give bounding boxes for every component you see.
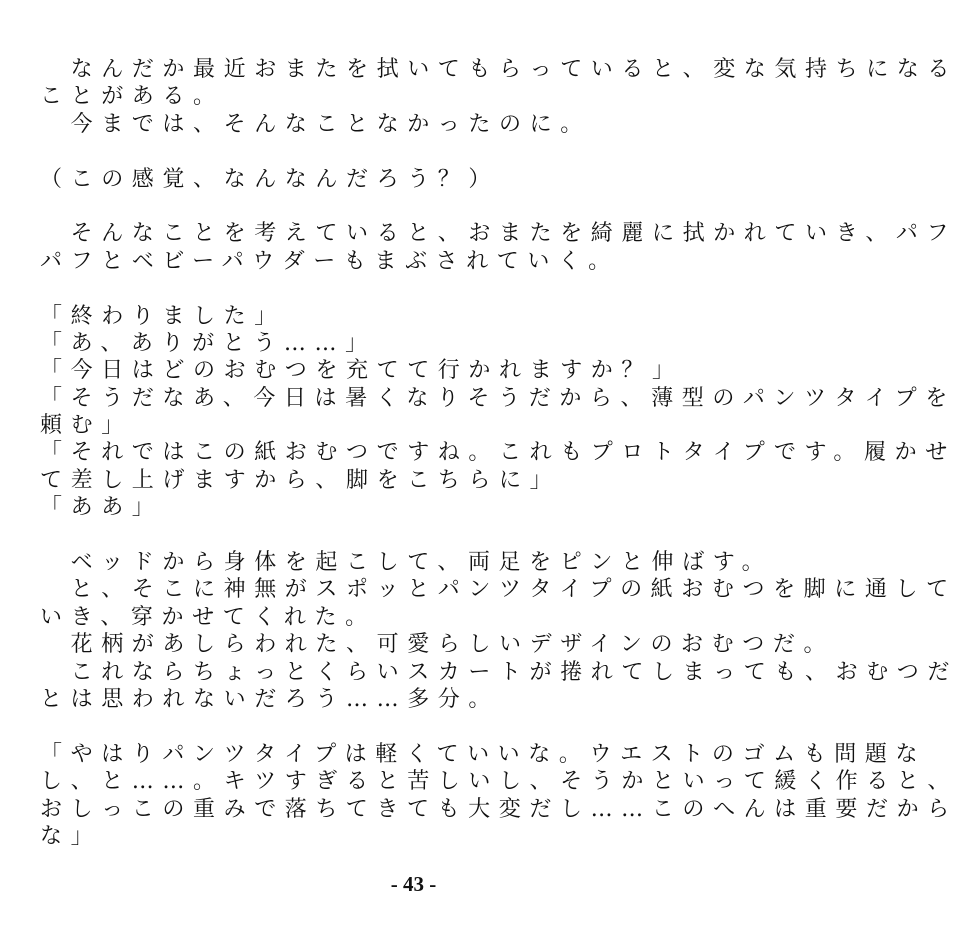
text-line: と、そこに神無がスポッとパンツタイプの紙おむつを脚に通して [40,577,957,603]
text-line: 「ああ」 [40,495,163,521]
text-line: な」 [40,823,102,849]
text-line: 「やはりパンツタイプは軽くていいな。ウエストのゴムも問題な [40,741,927,767]
text-line: ベッドから身体を起こして、両足をピンと伸ばす。 [40,550,773,576]
text-line: し、と……。キツすぎると苦しいし、そうかといって緩く作ると、 [40,769,958,795]
text-line: ことがある。 [40,84,224,110]
text-body [40,56,958,850]
text-line: 「そうだなあ、今日は暑くなりそうだから、薄型のパンツタイプを [40,385,956,411]
text-line: そんなことを考えていると、おまたを綺麗に拭かれていき、パフ [40,221,958,247]
text-line: 花柄があしらわれた、可愛らしいデザインのおむつだ。 [40,632,835,658]
page-number: - 43 - [390,872,437,896]
text-line: 「終わりました」 [40,303,285,329]
text-line: いき、穿かせてくれた。 [40,604,376,630]
text-line: て差し上げますから、脚をこちらに」 [40,467,561,493]
text-line: （この感覚、なんなんだろう？） [40,166,500,192]
text-line: とは思われないだろう……多分。 [40,686,500,712]
blank-line [40,522,790,549]
blank-line [40,193,790,220]
text-line: 今までは、そんなことなかったのに。 [40,111,591,137]
blank-line [40,138,790,165]
text-line: 「今日はどのおむつを充てて行かれますか？」 [40,358,683,384]
text-line: 頼む」 [40,413,132,439]
text-line: なんだか最近おまたを拭いてもらっていると、変な気持ちになる [40,57,958,82]
blank-line [40,713,790,740]
text-line: これならちょっとくらいスカートが捲れてしまっても、おむつだ [40,659,958,685]
text-line: おしっこの重みで落ちてきても大変だし……このへんは重要だから [40,796,958,822]
blank-line [40,275,790,302]
text-line: パフとベビーパウダーもまぶされていく。 [40,248,619,274]
text-line: 「それではこの紙おむつですね。これもプロトタイプです。履かせ [40,440,956,466]
text-line: 「あ、ありがとう……」 [40,330,376,356]
